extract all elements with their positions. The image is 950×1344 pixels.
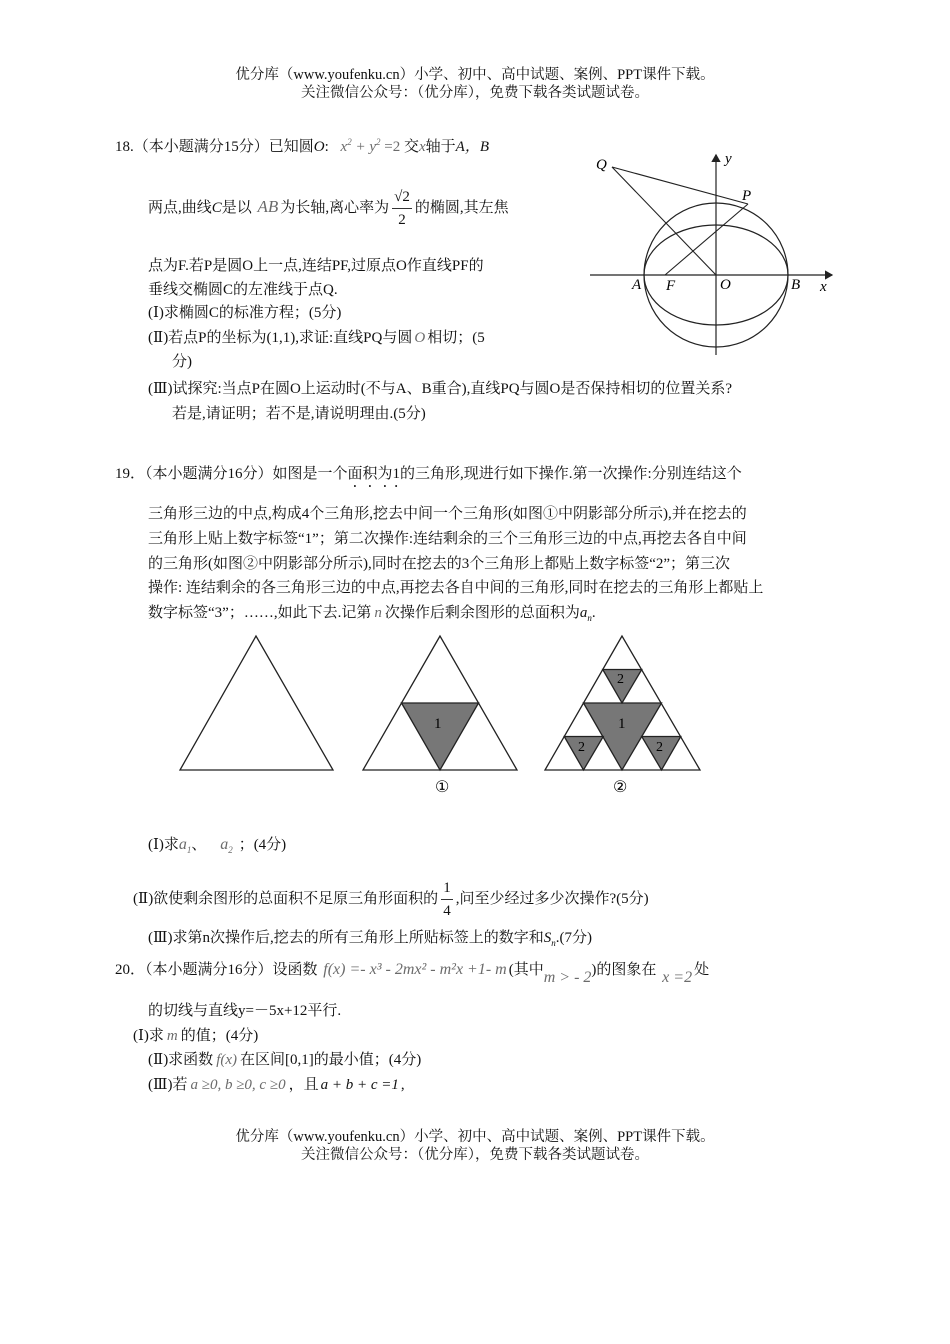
q19-part-1: [148, 832, 286, 863]
q19-line-5: 操作: 连结剩余的各三角形三边的中点,再挖去各自中间的三角形,同时在挖去的三角形上都贴上: [148, 580, 764, 596]
q20-p2-a: (Ⅱ)求函数: [148, 1052, 214, 1068]
q20-l1-c: )的图象在: [591, 962, 657, 978]
abc-sum: a + b + c =1: [320, 1077, 399, 1093]
points-AB: A，B: [455, 139, 489, 155]
label-y: y: [725, 151, 732, 167]
q20-l1-b: (其中: [508, 962, 544, 978]
function-fx-ref: f(x): [216, 1052, 238, 1068]
page-footer: [0, 1128, 950, 1164]
var-a2-base: a: [220, 836, 229, 853]
label-step1-1: 1: [434, 716, 442, 732]
line-OQ: [612, 167, 716, 275]
curve-C: C: [211, 200, 222, 216]
q20-heading: 20．（本小题满分16分）设函数: [115, 962, 318, 978]
q20-part-1: [133, 1026, 258, 1046]
q18-part-2: [148, 328, 485, 348]
q18-p2-b: 相切；(5: [427, 330, 485, 346]
var-a1-base: a: [178, 836, 187, 853]
caption-2: ②: [613, 779, 628, 796]
eccentricity-fraction: [392, 186, 412, 231]
label-Q: Q: [596, 157, 607, 173]
q20-part-3: [148, 1075, 405, 1095]
header-line-1: 优分库（www.youfenku.cn）小学、初中、高中试题、案例、PPT课件下载。: [235, 67, 715, 83]
circle-equation: $x^2 + y^2 =2$: [340, 137, 401, 155]
q19-part-3: [148, 928, 592, 953]
footer-line-2: 关注微信公众号：（优分库），免费下载各类试题试卷。: [301, 1147, 649, 1163]
q18-heading: 18.（本小题满分15分）已知圆: [115, 139, 314, 155]
q19-l1-b: 的三角形,现进行如下操作.第一次操作:分别连结这个: [400, 466, 742, 482]
q20-l1-d: 处: [694, 962, 710, 978]
q19-p2-a: (Ⅱ)欲使剩余图形的总面积不足原三角形面积的: [133, 891, 439, 907]
q19-p1-a: (Ⅰ)求: [148, 837, 179, 853]
function-f: f(x) =- x³ - 2mx² - m²x +1- m: [323, 961, 507, 978]
q19-l6-a: 数字标签“3”；……,如此下去.记第: [148, 605, 372, 621]
q18-l2-c: 为长轴,离心率为: [280, 200, 390, 216]
var-m: m: [166, 1028, 178, 1044]
q18-part-1: (Ⅰ)求椭圆C的标准方程；(5分): [148, 305, 342, 321]
circle-O-ref: O: [414, 330, 426, 346]
q18-line-3: 点为F.若P是圆O上一点,连结PF,过原点O作直线PF的: [148, 258, 484, 274]
q18-part-3: (Ⅲ)试探究:当点P在圆O上运动时(不与A、B重合),直线PQ与圆O是否保持相切的位置关系?: [148, 381, 733, 397]
label-step2-top: 2: [617, 672, 624, 687]
line-PQ: [612, 167, 748, 204]
quarter-numerator: 1: [441, 877, 453, 900]
q20-p1-b: 的值；(4分): [180, 1028, 259, 1044]
q19-p1-b: ；(4分): [238, 837, 287, 853]
q18-text-b: 轴于: [425, 139, 456, 155]
circle-O: O: [313, 139, 325, 155]
q18-p2-a: (Ⅱ)若点P的坐标为(1,1),求证:直线PQ与圆: [148, 330, 413, 346]
q18-part-3-cont: 若是,请证明；若不是,请说明理由.(5分): [172, 406, 426, 422]
label-B: B: [791, 277, 801, 293]
var-a1: [178, 836, 192, 856]
eccentricity-numerator: √2: [392, 186, 412, 209]
q20-p3-b: ，且: [288, 1077, 319, 1093]
q18-l2-b: 是以: [221, 200, 252, 216]
label-step2-left: 2: [578, 740, 585, 755]
q18-line-2: [148, 184, 509, 231]
q19-heading: 19．（本小题满分16分）如图是一个: [115, 466, 348, 482]
q19-p3-b: .(7分): [555, 930, 592, 946]
q18-l2-d: 的椭圆,其左焦: [414, 200, 509, 216]
q19-emphasis: 面积为1: [347, 466, 401, 482]
label-A: A: [632, 277, 642, 293]
quarter-fraction: [441, 877, 453, 922]
q18-l2-a: 两点,曲线: [148, 200, 212, 216]
caption-1: ①: [435, 779, 450, 796]
q20-p3-c: ,: [400, 1077, 405, 1093]
page-header: [0, 66, 950, 102]
var-Sn-sub: n: [551, 938, 556, 948]
q19-part-2: [133, 876, 649, 922]
circle-eq-rhs: =2: [384, 139, 401, 155]
label-step2-right: 2: [656, 740, 663, 755]
q19-line-6: [148, 603, 596, 628]
segment-AB: AB: [257, 197, 279, 216]
q20-line-1: [115, 955, 709, 985]
q19-p2-b: ,问至少经过多少次操作?(5分): [455, 891, 649, 907]
q19-line-1: [115, 464, 742, 491]
label-step2-1: 1: [618, 716, 626, 732]
label-O: O: [720, 277, 731, 293]
x-axis-var: x: [418, 139, 426, 155]
abc-nonneg: a ≥0, b ≥0, c ≥0: [190, 1077, 286, 1093]
q19-p3-a: (Ⅲ)求第n次操作后,挖去的所有三角形上所贴标签上的数字和: [148, 930, 544, 946]
quarter-denominator: 4: [443, 903, 451, 920]
label-P: P: [742, 188, 752, 204]
var-Sn: [544, 930, 556, 946]
q18-text-a: 交: [403, 139, 419, 155]
q19-l6-end: .: [591, 605, 596, 621]
q20-line-2: 的切线与直线y=－5x+12平行.: [148, 1003, 342, 1019]
var-an-base: a: [579, 605, 588, 621]
q18-line-1: [115, 132, 489, 157]
q18-colon: :: [324, 139, 329, 155]
x-equals-2: x =2: [662, 969, 693, 986]
q19-line-3: 三角形上贴上数字标签“1”；第二次操作:连结剩余的三个三角形三边的中点,再挖去各自中间: [148, 531, 747, 547]
footer-line-1: 优分库（www.youfenku.cn）小学、初中、高中试题、案例、PPT课件下载。: [235, 1129, 715, 1145]
var-a2-sub: 2: [228, 845, 233, 856]
label-F: F: [666, 278, 676, 294]
var-an-sub: n: [587, 613, 592, 623]
var-a1-sub: 1: [186, 845, 192, 856]
m-condition: m > - 2: [543, 969, 592, 986]
q19-figure: [170, 630, 730, 805]
triangle-original: [180, 636, 333, 770]
var-an: [580, 605, 592, 621]
q19-line-2: 三角形三边的中点,构成4个三角形,挖去中间一个三角形(如图①中阴影部分所示),并在挖去的: [148, 506, 747, 522]
q18-line-4: 垂线交椭圆C的左准线于点Q.: [148, 282, 338, 298]
q20-p3-a: (Ⅲ)若: [148, 1077, 188, 1093]
eccentricity-denominator: 2: [398, 212, 406, 229]
q18-part-2-cont: 分): [172, 354, 192, 370]
q19-p1-sep: 、: [191, 837, 207, 853]
q20-part-2: [148, 1050, 421, 1070]
var-n: n: [374, 605, 382, 621]
q20-p1-a: (Ⅰ)求: [133, 1028, 164, 1044]
q19-line-4: 的三角形(如图②中阴影部分所示),同时在挖去的3个三角形上都贴上数字标签“2”；第三次: [148, 556, 731, 572]
header-line-2: 关注微信公众号：（优分库），免费下载各类试题试卷。: [301, 85, 649, 101]
var-a2: [220, 836, 233, 856]
q18-figure: [580, 145, 840, 360]
q20-p2-b: 在区间[0,1]的最小值；(4分): [240, 1052, 422, 1068]
label-x: x: [820, 279, 827, 295]
q19-l6-b: 次操作后剩余图形的总面积为: [384, 605, 580, 621]
var-Sn-base: S: [543, 930, 552, 946]
